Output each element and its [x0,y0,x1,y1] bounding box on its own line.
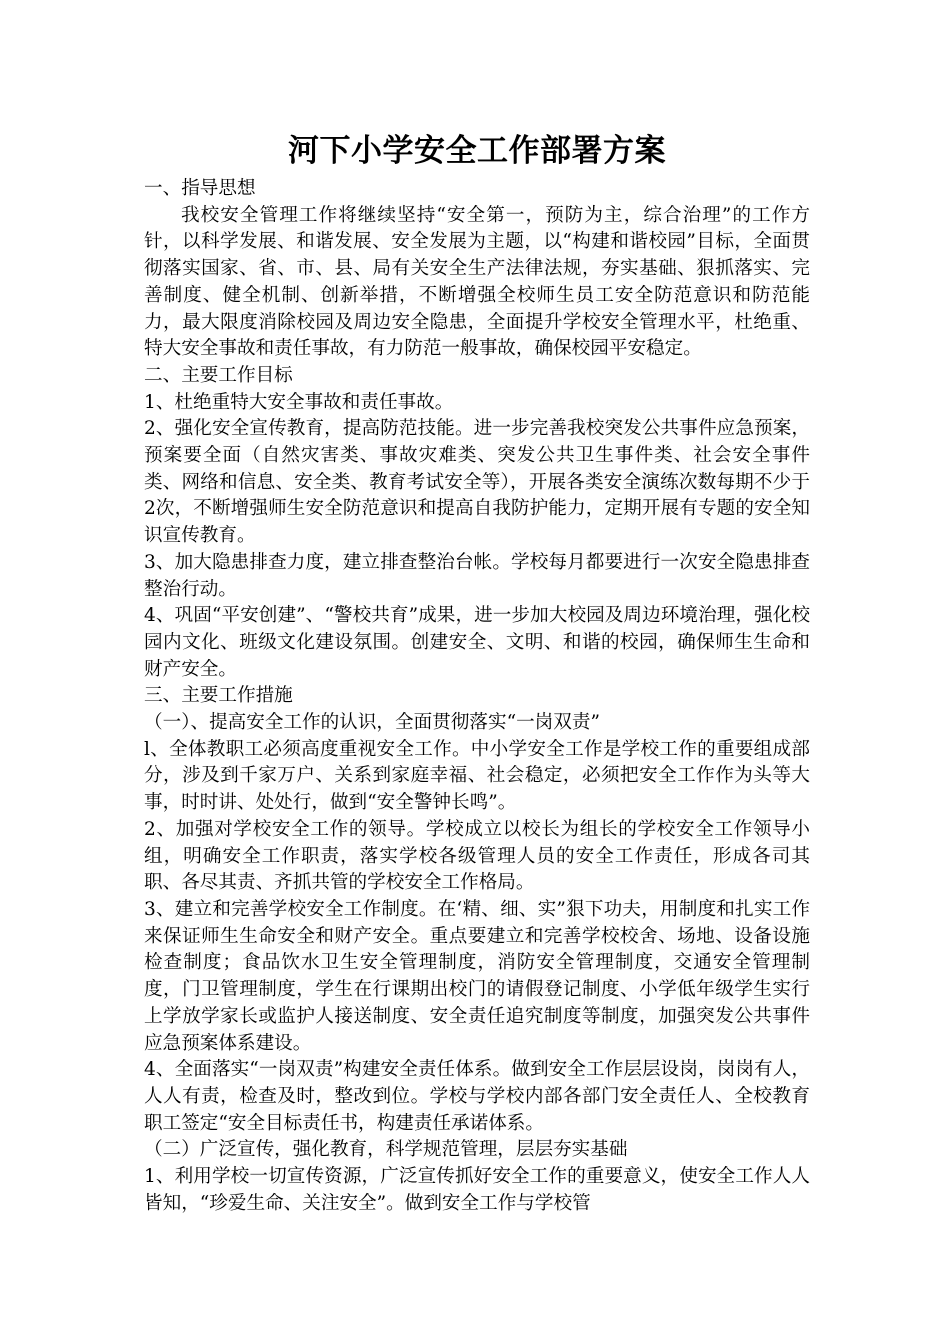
goal-item-4: 4、巩固“平安创建”、“警校共育”成果，进一步加大校园及周边环境治理，强化校园内文化、班级文化建设氛围。创建安全、文明、和谐的校园，确保师生生命和财产安全。 [144,605,810,680]
subsection-heading-2: （二）广泛宣传，强化教育，科学规范管理，层层夯实基础 [144,1139,628,1161]
section-heading-guiding-thought: 一、指导思想 [144,178,256,199]
goal-item-2: 2、强化安全宣传教育，提高防范技能。进一步完善我校突发公共事件应急预案，预案要全面（自然灾害类、事故灾难类、突发公共卫生事件类、社会安全事件类、网络和信息、安全类、教育考试安全等），开展各类安全演练次数每期不少于2次，不断增强师生安全防范意识和提高自我防护能力，定期开展有专题的安全知识宣传教育。 [144,418,810,547]
publicity-item-1: 1、利用学校一切宣传资源，广泛宣传抓好安全工作的重要意义，使安全工作人人皆知，“珍爱生命、关注安全”。做到安全工作与学校管 [144,1166,810,1214]
measure-item-3: 3、建立和完善学校安全工作制度。在‘精、细、实”狠下功夫，用制度和扎实工作来保证师生生命安全和财产安全。重点要建立和完善学校校舍、场地、设备设施检查制度；食品饮水卫生安全管理制度，消防安全管理制度，交通安全管理制度，门卫管理制度，学生在行课期出校门的请假登记制度、小学低年级学生实行上学放学家长或监护人接送制度、安全责任追究制度等制度，加强突发公共事件应急预案体系建设。 [144,898,810,1054]
subsection-heading-1: （一）、提高安全工作的认识，全面贯彻落实“一岗双责” [144,712,600,734]
section-heading-main-measures: 三、主要工作措施 [144,685,293,707]
measure-item-4: 4、全面落实“一岗双责”构建安全责任体系。做到安全工作层层设岗，岗岗有人，人人有责，检查及时，整改到位。学校与学校内部各部门安全责任人、全校教育职工签定“安全目标责任书，构建责任承诺体系。 [144,1059,810,1134]
paragraph-guiding-thought: 我校安全管理工作将继续坚持“安全第一，预防为主，综合治理”的工作方针，以科学发展、和谐发展、安全发展为主题，以“构建和谐校园”目标，全面贯彻落实国家、省、市、县、局有关安全生产法律法规，夯实基础、狠抓落实、完善制度、健全机制、创新举措，不断增强全校师生员工安全防范意识和防范能力，最大限度消除校园及周边安全隐患，全面提升学校安全管理水平，杜绝重、特大安全事故和责任事故，有力防范一般事故，确保校园平安稳定。 [144,204,810,360]
goal-item-3: 3、加大隐患排查力度，建立排查整治台帐。学校每月都要进行一次安全隐患排查整治行动。 [144,551,810,600]
measure-item-2: 2、加强对学校安全工作的领导。学校成立以校长为组长的学校安全工作领导小组，明确安全工作职责，落实学校各级管理人员的安全工作责任，形成各司其职、各尽其责、齐抓共管的学校安全工作格局。 [144,818,810,894]
document-body [144,128,810,1217]
goal-item-1: 1、杜绝重特大安全事故和责任事故。 [144,391,454,413]
section-heading-main-goals: 二、主要工作目标 [144,364,293,386]
document-title: 河下小学安全工作部署方案 [288,133,666,169]
measure-item-1: l、全体教职工必须高度重视安全工作。中小学安全工作是学校工作的重要组成部分，涉及到千家万户、关系到家庭幸福、社会稳定，必须把安全工作作为头等大事，时时讲、处处行，做到“安全警钟长鸣”。 [144,738,810,814]
